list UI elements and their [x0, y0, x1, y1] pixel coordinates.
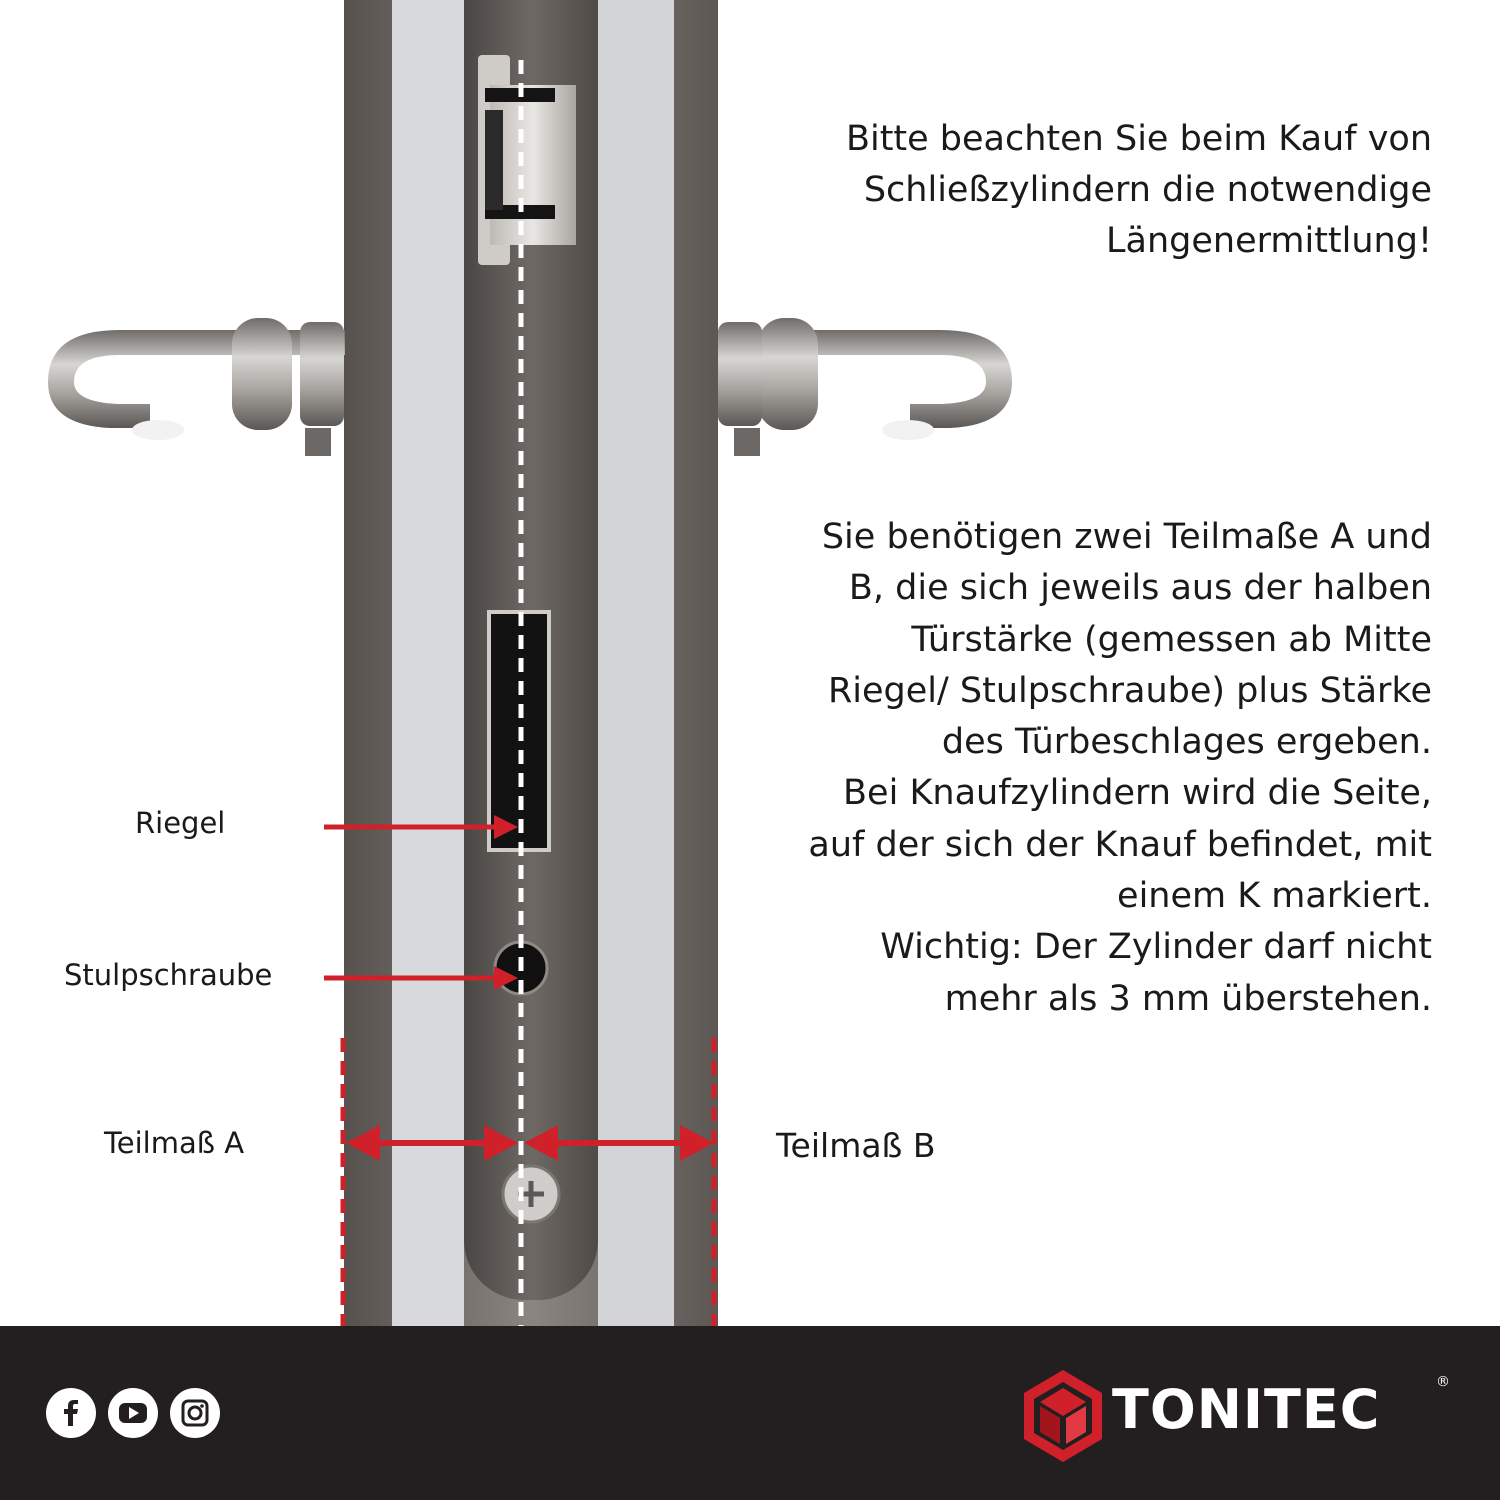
- latch-bolt: [478, 55, 576, 265]
- label-teilmass-b: Teilmaß B: [776, 1126, 936, 1165]
- brand-name: TONITEC: [1112, 1378, 1381, 1441]
- tonitec-hexagon-icon: [1018, 1366, 1108, 1466]
- door-leaf-left: [392, 0, 464, 1326]
- label-riegel: Riegel: [135, 806, 226, 840]
- instagram-icon[interactable]: [170, 1388, 220, 1438]
- tonitec-logo: [1018, 1366, 1458, 1466]
- facebook-icon[interactable]: [46, 1388, 96, 1438]
- registered-mark: ®: [1436, 1374, 1450, 1390]
- faceplate-screw-icon: [503, 1166, 559, 1222]
- door-handle-right: [718, 318, 1012, 456]
- door-handle-left: [48, 318, 345, 456]
- door-leaf-right: [598, 0, 674, 1326]
- intro-text: Bitte beachten Sie beim Kauf von Schließzylindern die notwendige Längenermittlung!: [845, 119, 1432, 261]
- label-teilmass-a: Teilmaß A: [104, 1126, 245, 1160]
- label-stulpschraube: Stulpschraube: [64, 958, 273, 992]
- youtube-icon[interactable]: [108, 1388, 158, 1438]
- footer-bar: [0, 1326, 1500, 1500]
- instructions-text: Sie benötigen zwei Teilmaße A und B, die sich jeweils aus der halben Türstärke (gemessen ab Mitte Riegel/ Stulpschraube) plus Stärke des Türbeschlages ergeben. Bei Knaufzylindern wird die Seite, auf der sich der Knauf befindet, mit einem K markiert. Wichtig: Der Zylinder darf nicht mehr als 3 mm überstehen.: [808, 517, 1432, 1019]
